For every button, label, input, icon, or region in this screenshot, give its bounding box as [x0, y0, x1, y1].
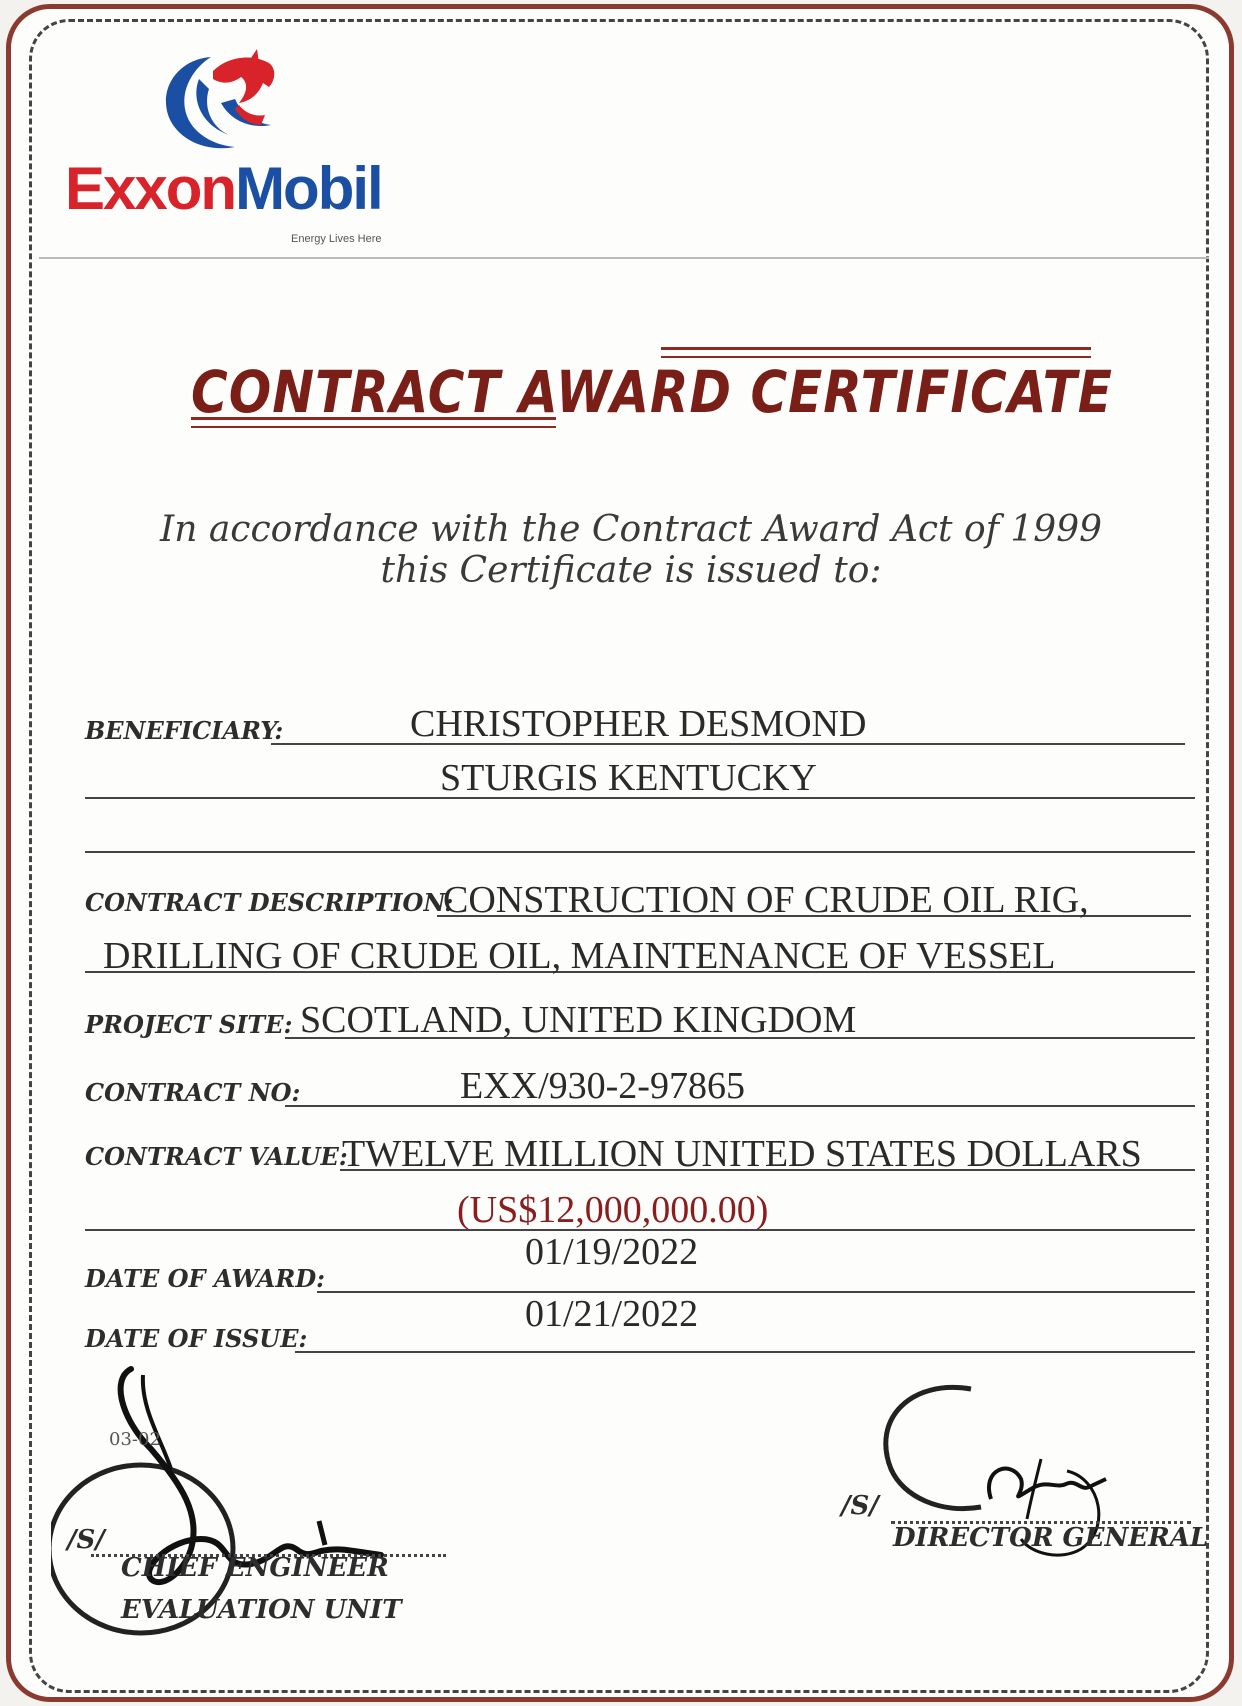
beneficiary-label: BENEFICIARY:: [85, 716, 284, 745]
contract-no-value: EXX/930-2-97865: [460, 1065, 745, 1107]
contract-description-value-2: DRILLING OF CRUDE OIL, MAINTENANCE OF VESSEL: [103, 935, 1056, 977]
intro-text: [131, 509, 1131, 592]
contract-value-row: [85, 1133, 1195, 1175]
right-signature-prefix: /S/: [841, 1491, 879, 1521]
brand-part2: Mobil: [235, 155, 382, 222]
contract-description-label: CONTRACT DESCRIPTION:: [85, 888, 454, 917]
chief-engineer-signature-block: [51, 1339, 471, 1639]
stamp-text: 03-02: [109, 1429, 161, 1450]
exxonmobil-logo: [51, 49, 411, 259]
certificate: [6, 4, 1234, 1702]
beneficiary-row-2: [85, 757, 1195, 803]
intro-line-1: In accordance with the Contract Award Act of 1999: [159, 509, 1103, 550]
header-divider: [39, 257, 1209, 259]
contract-description-value-1: CONSTRUCTION OF CRUDE OIL RIG,: [443, 879, 1089, 921]
beneficiary-value-2: STURGIS KENTUCKY: [440, 757, 817, 799]
brand-tagline: Energy Lives Here: [291, 233, 382, 245]
title-underline-bottom: [191, 417, 556, 428]
title-underline-top: [661, 347, 1091, 358]
date-of-award-row: [85, 1231, 1195, 1297]
brand-wordmark: [65, 155, 382, 222]
project-site-value: SCOTLAND, UNITED KINGDOM: [300, 999, 857, 1041]
date-of-award-line: [317, 1291, 1195, 1293]
director-general-title: DIRECTOR GENERAL: [893, 1523, 1209, 1553]
intro-line-2: this Certificate is issued to:: [380, 550, 882, 592]
signature-left-icon: [51, 1339, 471, 1639]
date-of-issue-value: 01/21/2022: [525, 1293, 699, 1335]
contract-no-row: [85, 1065, 1195, 1111]
title-block: [171, 339, 1113, 449]
pegasus-emblem-icon: [151, 49, 291, 159]
director-general-signature-block: [831, 1379, 1211, 1629]
contract-value-amount: (US$12,000,000.00): [457, 1189, 769, 1231]
date-of-award-value: 01/19/2022: [525, 1231, 699, 1273]
contract-value-value-1: TWELVE MILLION UNITED STATES DOLLARS: [342, 1133, 1142, 1175]
project-site-row: [85, 997, 1195, 1043]
evaluation-unit-title: EVALUATION UNIT: [121, 1595, 402, 1625]
date-of-award-label: DATE OF AWARD:: [85, 1264, 326, 1293]
contract-value-row-2: [85, 1189, 1195, 1235]
chief-engineer-title: CHIEF ENGINEER: [121, 1553, 389, 1583]
left-signature-prefix: /S/: [67, 1525, 105, 1555]
contract-value-label: CONTRACT VALUE:: [85, 1142, 348, 1171]
blank-row: [85, 817, 1195, 857]
blank-line: [85, 851, 1195, 853]
certificate-title: CONTRACT AWARD CERTIFICATE: [191, 359, 1113, 426]
project-site-label: PROJECT SITE:: [85, 1010, 293, 1039]
brand-part1: Exxon: [65, 155, 236, 222]
contract-description-row-2: [85, 927, 1195, 977]
date-of-issue-label: DATE OF ISSUE:: [85, 1324, 308, 1353]
contract-description-row: [85, 871, 1195, 921]
beneficiary-value-1: CHRISTOPHER DESMOND: [410, 703, 867, 745]
beneficiary-row: [85, 703, 1195, 749]
contract-no-label: CONTRACT NO:: [85, 1078, 301, 1107]
signature-right-icon: [831, 1379, 1211, 1629]
